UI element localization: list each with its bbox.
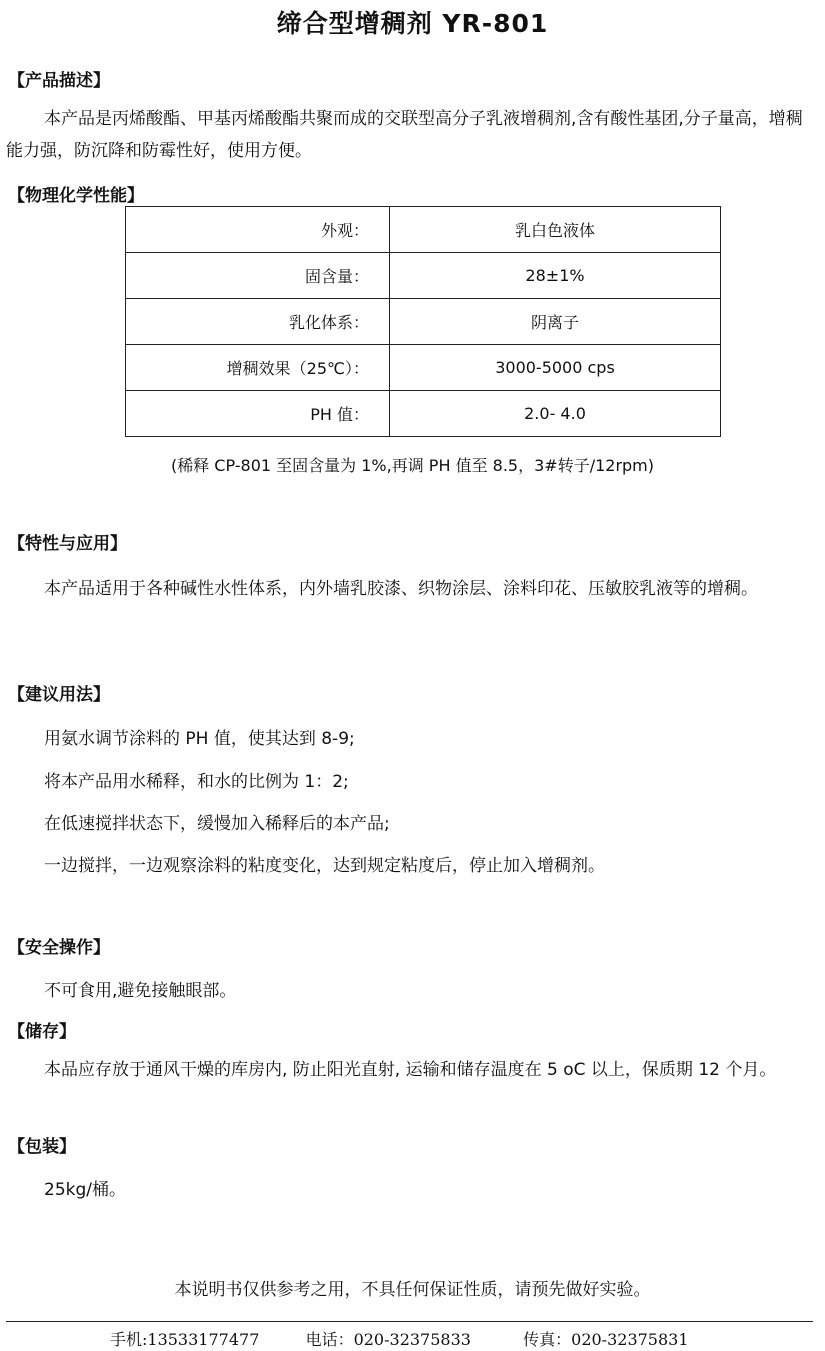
property-key: 固含量：	[126, 253, 390, 299]
disclaimer: 本说明书仅供参考之用，不具任何保证性质，请预先做好实验。	[174, 1280, 651, 1300]
property-key: 乳化体系：	[126, 299, 390, 345]
property-value: 阴离子	[390, 299, 721, 345]
property-value: 乳白色液体	[390, 207, 721, 253]
usage-step-2: 将本产品用水稀释，和水的比例为 1：2;	[44, 772, 349, 792]
storage-paragraph	[6, 1054, 818, 1086]
application-heading: 【特性与应用】	[8, 534, 127, 554]
packaging-text: 25kg/桶。	[44, 1180, 126, 1200]
storage-text: 本品应存放于通风干燥的库房内, 防止阳光直射, 运输和储存温度在 5 oC 以上，保质期 12 个月。	[44, 1060, 777, 1080]
table-row	[126, 299, 721, 345]
properties-table	[125, 206, 721, 437]
application-text: 本产品适用于各种碱性水性体系，内外墙乳胶漆、织物涂层、涂料印花、压敏胶乳液等的增稠。	[44, 579, 758, 599]
usage-step-3: 在低速搅拌状态下，缓慢加入稀释后的本产品;	[44, 814, 390, 834]
properties-note: (稀释 CP-801 至固含量为 1%,再调 PH 值至 8.5，3#转子/12rpm)	[170, 456, 655, 475]
property-value: 3000-5000 cps	[390, 345, 721, 391]
footer-phone: 电话：020-32375833	[305, 1330, 471, 1349]
properties-heading: 【物理化学性能】	[8, 186, 144, 206]
property-value: 2.0- 4.0	[390, 391, 721, 437]
footer-mobile: 手机:13533177477	[110, 1330, 260, 1349]
footer-fax: 传真：020-32375831	[523, 1330, 689, 1349]
property-key: 增稠效果（25℃）：	[126, 345, 390, 391]
property-key: PH 值：	[126, 391, 390, 437]
table-row	[126, 253, 721, 299]
safety-heading: 【安全操作】	[8, 938, 110, 958]
description-text: 本产品是丙烯酸酯、甲基丙烯酸酯共聚而成的交联型高分子乳液增稠剂,含有酸性基团,分子量高，增稠能力强，防沉降和防霉性好，使用方便。	[6, 109, 803, 161]
description-heading: 【产品描述】	[8, 71, 110, 91]
document-title: 缔合型增稠剂 YR-801	[276, 9, 549, 38]
description-paragraph	[6, 103, 818, 167]
packaging-heading: 【包装】	[8, 1137, 76, 1157]
safety-text: 不可食用,避免接触眼部。	[44, 981, 237, 1001]
usage-step-1: 用氨水调节涂料的 PH 值，使其达到 8-9;	[44, 729, 355, 749]
storage-heading: 【储存】	[8, 1022, 76, 1042]
table-row	[126, 207, 721, 253]
footer-divider	[6, 1321, 813, 1322]
property-key: 外观：	[126, 207, 390, 253]
usage-heading: 【建议用法】	[8, 685, 110, 705]
application-paragraph	[6, 573, 818, 605]
footer-contacts	[110, 1327, 689, 1350]
property-value: 28±1%	[390, 253, 721, 299]
table-row	[126, 345, 721, 391]
usage-step-4: 一边搅拌，一边观察涂料的粘度变化，达到规定粘度后，停止加入增稠剂。	[44, 856, 605, 876]
table-row	[126, 391, 721, 437]
